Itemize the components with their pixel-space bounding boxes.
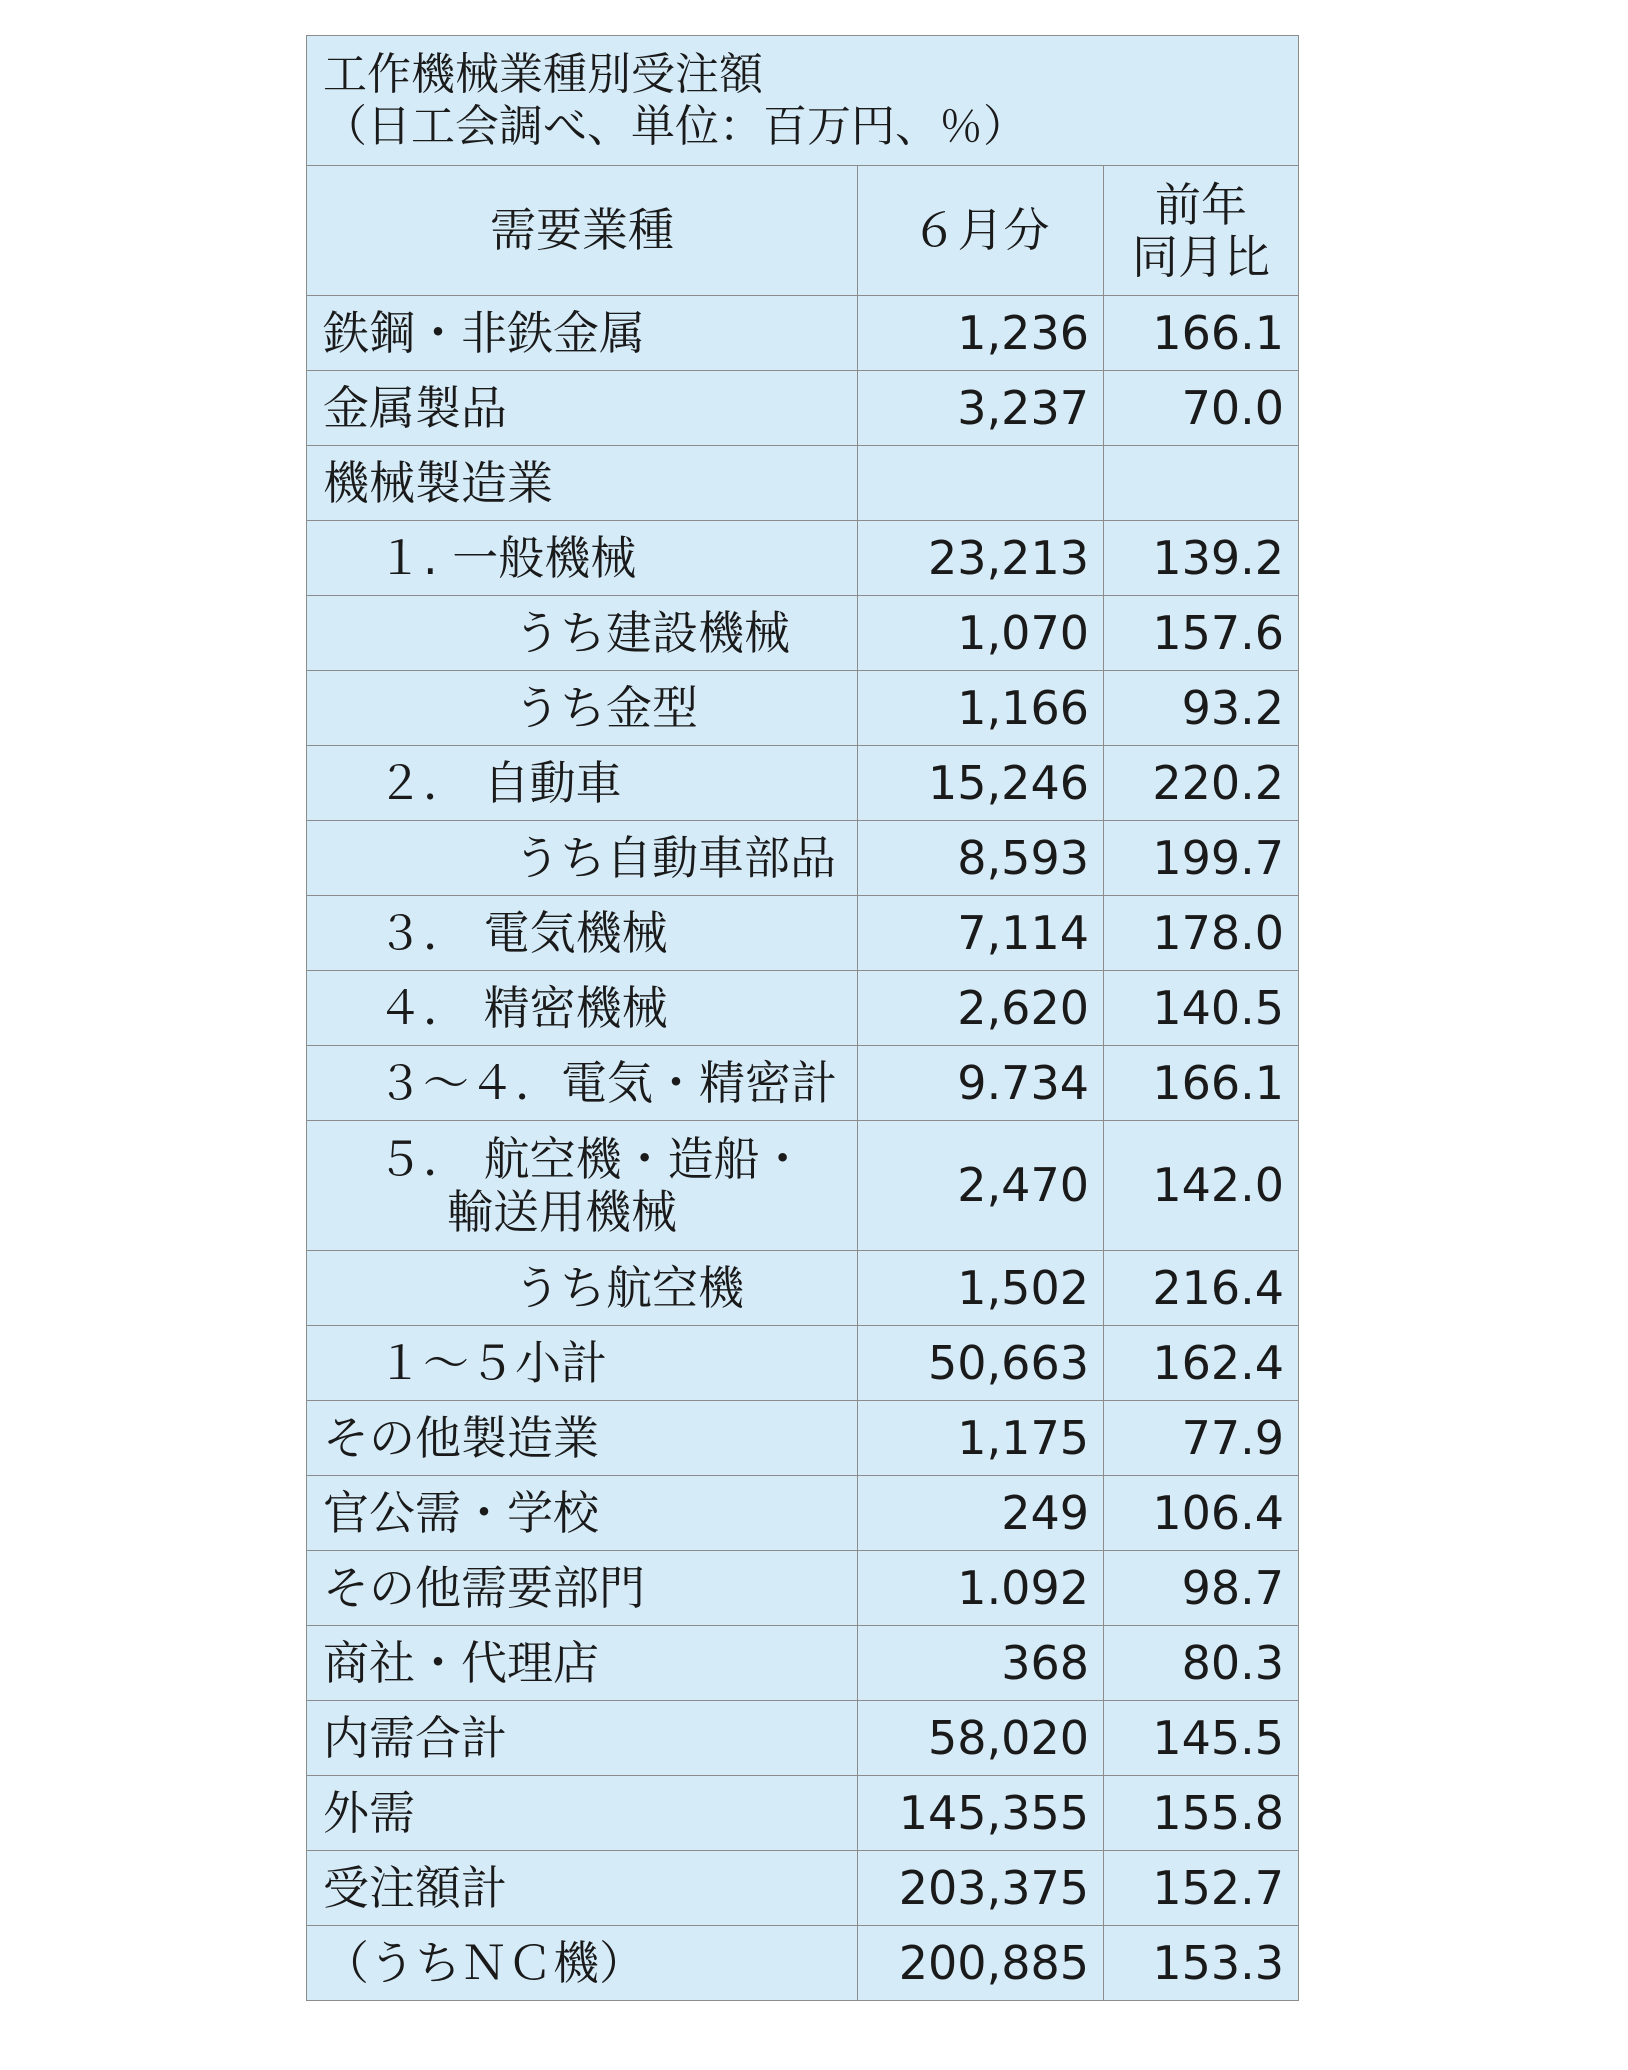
column-header-yoy [1104, 166, 1299, 296]
row-label: その他需要部門 [307, 1551, 858, 1626]
table-row [307, 1776, 1299, 1851]
table-row [307, 671, 1299, 746]
row-month-value: 1,166 [858, 671, 1104, 746]
row-month-value: 9.734 [858, 1046, 1104, 1121]
title-row [307, 36, 1299, 166]
row-yoy-ratio: 77.9 [1104, 1401, 1299, 1476]
row-month-value: 8,593 [858, 821, 1104, 896]
table-row [307, 1626, 1299, 1701]
row-label: 受注額計 [307, 1851, 858, 1926]
table-row [307, 1121, 1299, 1251]
row-label: １～５小計 [307, 1326, 858, 1401]
column-header-industry: 需要業種 [307, 166, 858, 296]
row-yoy-ratio: 162.4 [1104, 1326, 1299, 1401]
row-month-value: 1.092 [858, 1551, 1104, 1626]
row-month-value: 2,620 [858, 971, 1104, 1046]
table-row [307, 596, 1299, 671]
row-yoy-ratio: 70.0 [1104, 371, 1299, 446]
row-yoy-ratio: 98.7 [1104, 1551, 1299, 1626]
table-title-line1: 工作機械業種別受注額 [323, 48, 763, 100]
row-label: ３～４．電気・精密計 [307, 1046, 858, 1121]
row-month-value: 58,020 [858, 1701, 1104, 1776]
row-yoy-ratio: 93.2 [1104, 671, 1299, 746]
row-month-value: 145,355 [858, 1776, 1104, 1851]
row-label: 鉄鋼・非鉄金属 [307, 296, 858, 371]
column-header-yoy-line1: 前年 [1155, 177, 1247, 232]
table-row [307, 1401, 1299, 1476]
column-header-month: ６月分 [858, 166, 1104, 296]
table-row [307, 371, 1299, 446]
row-yoy-ratio: 80.3 [1104, 1626, 1299, 1701]
row-yoy-ratio: 153.3 [1104, 1926, 1299, 2001]
table-row [307, 896, 1299, 971]
row-yoy-ratio: 157.6 [1104, 596, 1299, 671]
row-label: 機械製造業 [307, 446, 858, 521]
table-row [307, 296, 1299, 371]
table-row [307, 821, 1299, 896]
row-yoy-ratio: 139.2 [1104, 521, 1299, 596]
row-label: １. 一般機械 [307, 521, 858, 596]
row-month-value [858, 446, 1104, 521]
order-table [306, 35, 1299, 2001]
row-month-value: 1,070 [858, 596, 1104, 671]
row-label-line1: ５． 航空機・造船・ [377, 1131, 806, 1186]
row-yoy-ratio: 220.2 [1104, 746, 1299, 821]
row-month-value: 368 [858, 1626, 1104, 1701]
row-month-value: 7,114 [858, 896, 1104, 971]
row-label: 内需合計 [307, 1701, 858, 1776]
row-month-value: 50,663 [858, 1326, 1104, 1401]
row-label: （うちＮＣ機） [307, 1926, 858, 2001]
table-row [307, 1476, 1299, 1551]
table-row [307, 1251, 1299, 1326]
row-label: うち自動車部品 [307, 821, 858, 896]
row-yoy-ratio: 216.4 [1104, 1251, 1299, 1326]
row-month-value: 1,236 [858, 296, 1104, 371]
table-row [307, 971, 1299, 1046]
row-label: うち航空機 [307, 1251, 858, 1326]
table-row [307, 521, 1299, 596]
row-yoy-ratio: 199.7 [1104, 821, 1299, 896]
order-table-container [306, 35, 1298, 2001]
row-yoy-ratio: 140.5 [1104, 971, 1299, 1046]
row-yoy-ratio: 155.8 [1104, 1776, 1299, 1851]
row-month-value: 1,175 [858, 1401, 1104, 1476]
row-label: 外需 [307, 1776, 858, 1851]
table-title-line2: （日工会調べ、単位：百万円、％） [323, 100, 1027, 152]
row-label: その他製造業 [307, 1401, 858, 1476]
table-row [307, 1851, 1299, 1926]
row-month-value: 249 [858, 1476, 1104, 1551]
row-label: 商社・代理店 [307, 1626, 858, 1701]
table-row [307, 1701, 1299, 1776]
row-label: うち金型 [307, 671, 858, 746]
table-row [307, 746, 1299, 821]
row-yoy-ratio: 178.0 [1104, 896, 1299, 971]
row-label [307, 1121, 858, 1251]
row-label: ４． 精密機械 [307, 971, 858, 1046]
row-yoy-ratio: 142.0 [1104, 1121, 1299, 1251]
header-row [307, 166, 1299, 296]
table-row [307, 1551, 1299, 1626]
row-label: うち建設機械 [307, 596, 858, 671]
row-month-value: 2,470 [858, 1121, 1104, 1251]
row-month-value: 3,237 [858, 371, 1104, 446]
row-label-line2: 輸送用機械 [447, 1184, 677, 1239]
column-header-yoy-line2: 同月比 [1132, 229, 1270, 284]
row-label: 官公需・学校 [307, 1476, 858, 1551]
row-yoy-ratio [1104, 446, 1299, 521]
table-row [307, 1926, 1299, 2001]
row-month-value: 1,502 [858, 1251, 1104, 1326]
row-label: 金属製品 [307, 371, 858, 446]
row-yoy-ratio: 106.4 [1104, 1476, 1299, 1551]
row-yoy-ratio: 166.1 [1104, 296, 1299, 371]
row-month-value: 200,885 [858, 1926, 1104, 2001]
row-yoy-ratio: 152.7 [1104, 1851, 1299, 1926]
row-month-value: 23,213 [858, 521, 1104, 596]
row-month-value: 203,375 [858, 1851, 1104, 1926]
row-label: ３． 電気機械 [307, 896, 858, 971]
row-label: ２． 自動車 [307, 746, 858, 821]
row-month-value: 15,246 [858, 746, 1104, 821]
table-title [307, 36, 1299, 166]
table-row [307, 446, 1299, 521]
table-row [307, 1046, 1299, 1121]
row-yoy-ratio: 166.1 [1104, 1046, 1299, 1121]
row-yoy-ratio: 145.5 [1104, 1701, 1299, 1776]
table-row [307, 1326, 1299, 1401]
